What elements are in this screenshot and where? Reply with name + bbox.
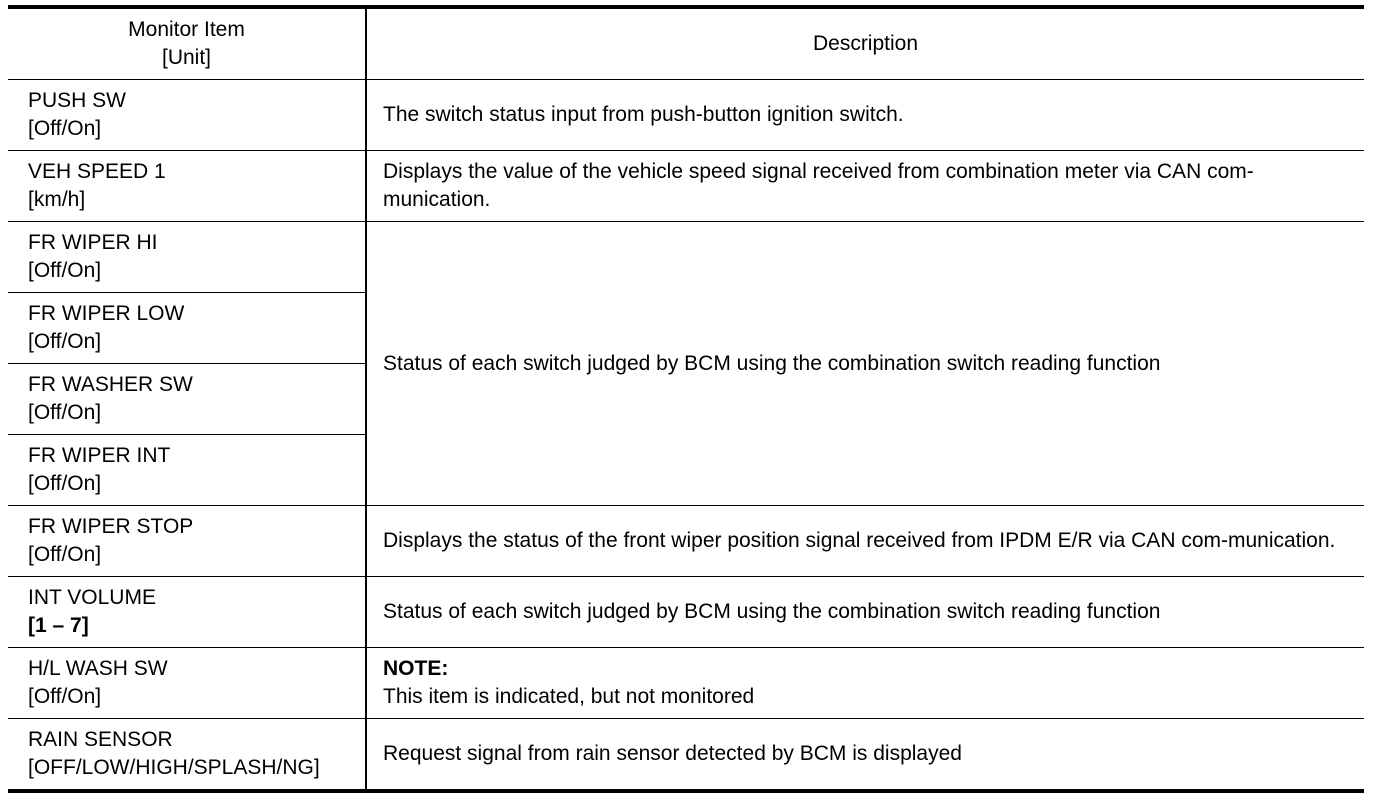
monitor-item-header-unit: [Unit] — [161, 46, 211, 69]
monitor-item-unit: [Off/On] — [28, 330, 102, 353]
monitor-item-name: H/L WASH SW — [28, 657, 168, 680]
monitor-item-cell — [8, 151, 366, 222]
description-cell: Request signal from rain sensor detected by BCM is displayed — [366, 719, 1364, 792]
monitor-item-unit: [Off/On] — [28, 472, 102, 495]
monitor-item-header — [8, 7, 366, 80]
description-cell: Displays the status of the front wiper position signal received from IPDM E/R via CAN com-munication. — [366, 506, 1364, 577]
description-cell: Status of each switch judged by BCM using the combination switch reading function — [366, 577, 1364, 648]
monitor-item-name: FR WIPER INT — [28, 444, 171, 467]
table-row — [8, 719, 1364, 792]
merged-description-cell: Status of each switch judged by BCM using the combination switch reading function — [366, 222, 1364, 506]
monitor-item-cell — [8, 80, 366, 151]
description-cell — [366, 648, 1364, 719]
table-row — [8, 506, 1364, 577]
monitor-item-unit: [Off/On] — [28, 401, 102, 424]
note-label: NOTE: — [383, 657, 449, 680]
note-text: This item is indicated, but not monitored — [383, 685, 755, 708]
description-cell: Displays the value of the vehicle speed signal received from combination meter via CAN com-munication. — [366, 151, 1364, 222]
table-row — [8, 577, 1364, 648]
monitor-item-cell — [8, 577, 366, 648]
monitor-item-cell — [8, 222, 366, 293]
monitor-item-name: FR WIPER HI — [28, 231, 158, 254]
monitor-item-unit: [1 – 7] — [28, 614, 89, 637]
description-header: Description — [366, 7, 1364, 80]
monitor-item-table — [8, 5, 1364, 793]
monitor-item-unit: [Off/On] — [28, 117, 102, 140]
monitor-item-name: PUSH SW — [28, 89, 127, 112]
table-row — [8, 648, 1364, 719]
monitor-item-cell — [8, 719, 366, 792]
monitor-item-name: FR WASHER SW — [28, 373, 193, 396]
monitor-item-name: FR WIPER LOW — [28, 302, 185, 325]
table-row — [8, 151, 1364, 222]
monitor-item-cell — [8, 506, 366, 577]
table-row — [8, 222, 1364, 293]
table-header-row — [8, 7, 1364, 80]
monitor-item-unit: [Off/On] — [28, 259, 102, 282]
monitor-item-cell — [8, 364, 366, 435]
monitor-item-name: FR WIPER STOP — [28, 515, 194, 538]
monitor-item-cell — [8, 648, 366, 719]
monitor-item-name: RAIN SENSOR — [28, 728, 173, 751]
monitor-item-unit: [Off/On] — [28, 685, 102, 708]
description-cell: The switch status input from push-button ignition switch. — [366, 80, 1364, 151]
monitor-item-name: INT VOLUME — [28, 586, 156, 609]
monitor-item-unit: [Off/On] — [28, 543, 102, 566]
monitor-item-unit: [OFF/LOW/HIGH/SPLASH/NG] — [28, 756, 320, 779]
monitor-item-header-title: Monitor Item — [128, 18, 245, 41]
monitor-item-cell — [8, 435, 366, 506]
monitor-item-name: VEH SPEED 1 — [28, 160, 166, 183]
monitor-item-cell — [8, 293, 366, 364]
table-row — [8, 80, 1364, 151]
monitor-item-unit: [km/h] — [28, 188, 86, 211]
